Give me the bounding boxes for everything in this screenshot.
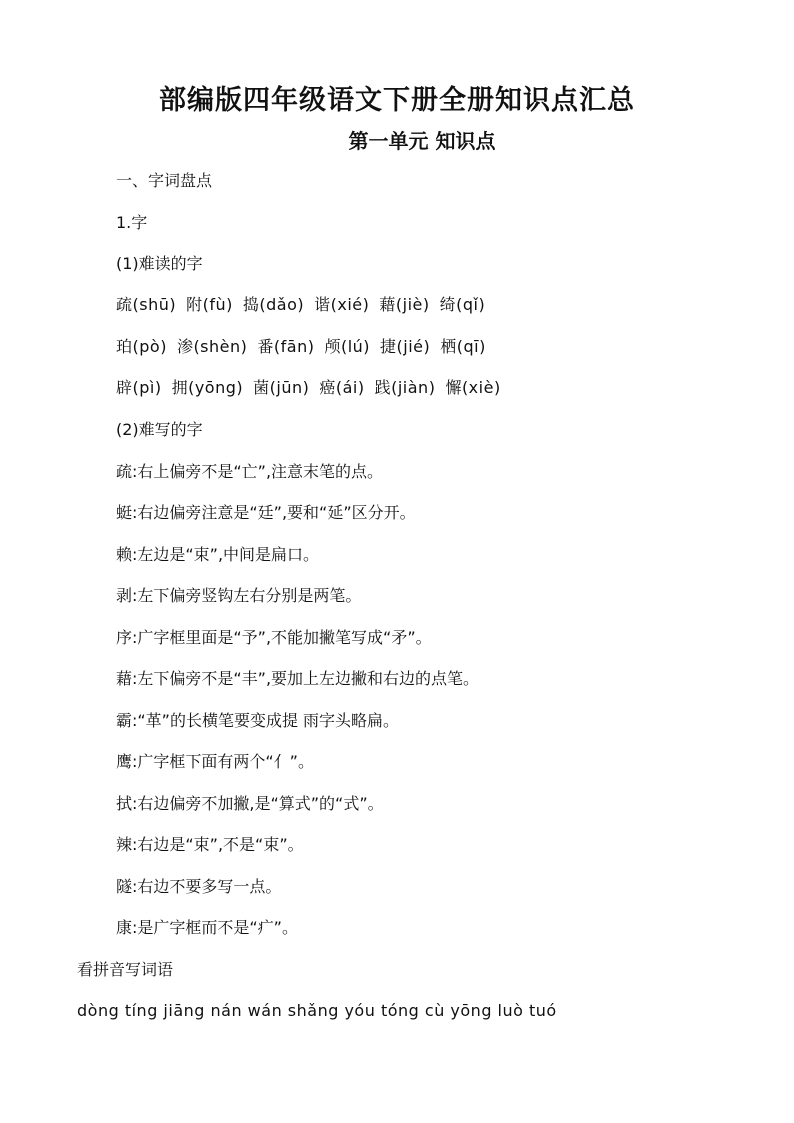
difficult-write-item: 霸:“革”的长横笔要变成提 雨字头略扁。 (116, 711, 400, 730)
difficult-read-item: 捣(dǎo) (242, 295, 305, 314)
difficult-read-item: 番(fān) (257, 337, 315, 356)
document-title: 部编版四年级语文下册全册知识点汇总 (159, 85, 635, 116)
difficult-write-item: 蜓:右边偏旁注意是“廷”,要和“延”区分开。 (116, 503, 416, 522)
difficult-read-row (116, 377, 501, 399)
difficult-write-item: 辣:右边是“束”,不是“束”。 (116, 835, 304, 854)
difficult-write-item: 序:广字框里面是“予”,不能加撇笔写成“矛”。 (116, 628, 432, 647)
difficult-read-item: 癌(ái) (319, 378, 365, 397)
pinyin-line: dòng tíng jiāng nán wán shǎng yóu tóng cù yōng luò tuó (77, 1001, 557, 1020)
difficult-write-item: 赖:左边是“束”,中间是扁口。 (116, 545, 320, 564)
difficult-read-item: 附(fù) (186, 295, 233, 314)
difficult-write-item: 藉:左下偏旁不是“丰”,要加上左边撇和右边的点笔。 (116, 669, 480, 688)
difficult-read-item: 绮(qǐ) (439, 295, 486, 314)
difficult-write-item: 隧:右边不要多写一点。 (116, 877, 282, 896)
difficult-read-item: 菌(jūn) (253, 378, 310, 397)
difficult-read-item: 珀(pò) (116, 337, 167, 356)
difficult-read-item: 渗(shèn) (176, 337, 248, 356)
difficult-read-item: 拥(yōng) (171, 378, 244, 397)
difficult-read-row (116, 336, 486, 358)
difficult-read-row (116, 294, 485, 316)
difficult-read-item: 颅(lú) (324, 337, 371, 356)
section-heading: 一、字词盘点 (116, 171, 213, 190)
difficult-read-item: 藉(jiè) (379, 295, 430, 314)
difficult-read-item: 懈(xiè) (445, 378, 501, 397)
subsection-heading: 1.字 (116, 213, 148, 232)
difficult-write-item: 拭:右边偏旁不加撇,是“算式”的“式”。 (116, 794, 384, 813)
difficult-read-item: 捷(jié) (380, 337, 431, 356)
difficult-write-item: 鹰:广字框下面有两个“亻”。 (116, 752, 314, 771)
difficult-read-item: 践(jiàn) (374, 378, 436, 397)
difficult-read-item: 栖(qī) (440, 337, 486, 356)
difficult-read-item: 疏(shū) (116, 295, 177, 314)
difficult-read-item: 谐(xié) (314, 295, 370, 314)
subsection-heading: (2)难写的字 (116, 420, 203, 439)
unit-subtitle: 第一单元 知识点 (348, 129, 496, 153)
subsection-heading: (1)难读的字 (116, 254, 203, 273)
difficult-write-item: 康:是广字框而不是“疒”。 (116, 918, 298, 937)
difficult-read-item: 辟(pì) (116, 378, 162, 397)
difficult-write-item: 剥:左下偏旁竖钩左右分别是两笔。 (116, 586, 362, 605)
section-heading-pinyin: 看拼音写词语 (77, 960, 174, 979)
difficult-write-item: 疏:右上偏旁不是“亡”,注意末笔的点。 (116, 462, 384, 481)
